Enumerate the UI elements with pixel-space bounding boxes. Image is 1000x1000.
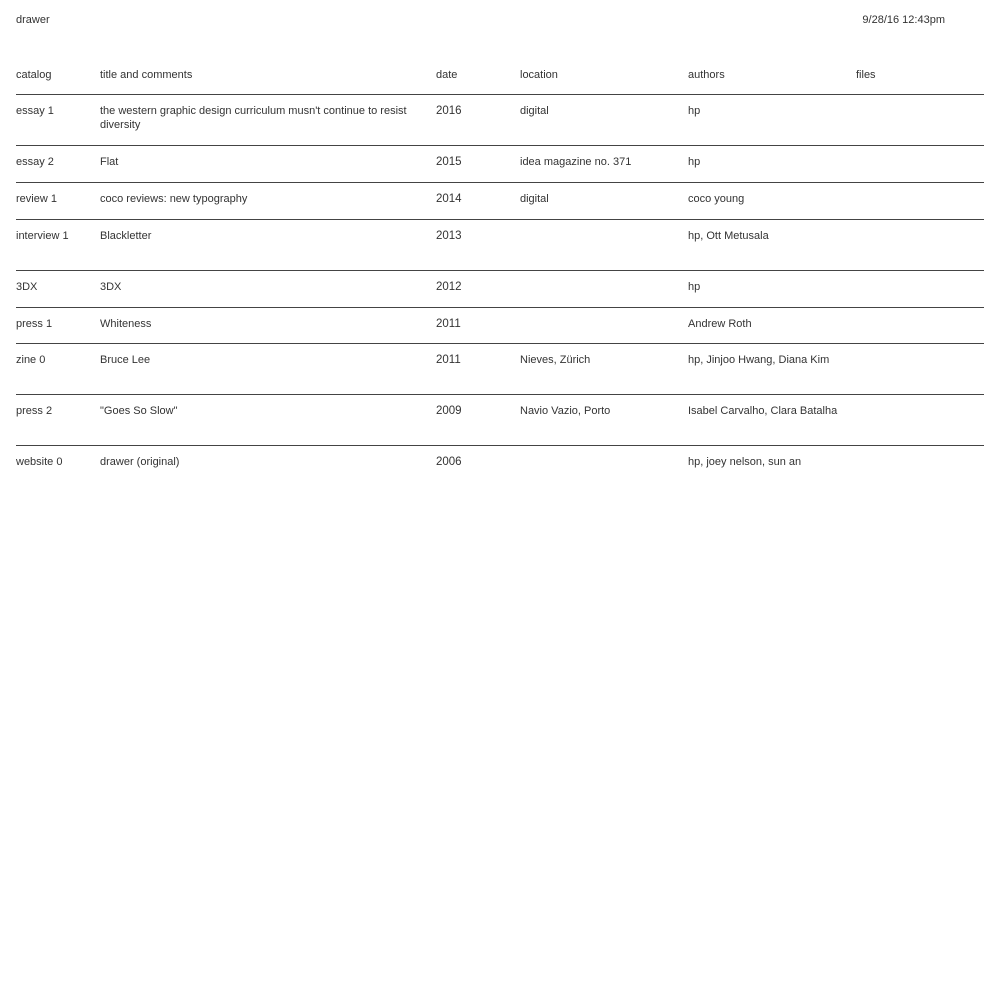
column-header-date[interactable]: date bbox=[436, 69, 458, 81]
date-cell: 2009 bbox=[436, 405, 462, 417]
catalog-cell: review 1 bbox=[16, 193, 57, 205]
authors-cell: coco young bbox=[688, 193, 745, 205]
files-cell bbox=[856, 146, 984, 183]
timestamp: 9/28/16 12:43pm bbox=[862, 14, 945, 26]
catalog-table bbox=[16, 66, 984, 496]
table-row[interactable] bbox=[16, 395, 984, 446]
site-title[interactable]: drawer bbox=[16, 14, 50, 26]
table-row[interactable] bbox=[16, 308, 984, 344]
location-cell bbox=[520, 271, 688, 308]
authors-cell: hp, Ott Metusala bbox=[688, 230, 769, 242]
files-cell bbox=[856, 446, 984, 496]
date-cell: 2015 bbox=[436, 156, 462, 168]
files-cell bbox=[856, 95, 984, 146]
authors-cell: hp bbox=[688, 156, 701, 168]
location-cell: Nieves, Zürich bbox=[520, 354, 591, 366]
location-cell bbox=[520, 446, 688, 496]
files-cell bbox=[856, 220, 984, 270]
table-row[interactable] bbox=[16, 95, 984, 146]
column-header-catalog[interactable]: catalog bbox=[16, 69, 52, 81]
authors-cell: hp bbox=[688, 281, 701, 293]
catalog-cell: essay 1 bbox=[16, 105, 54, 117]
catalog-cell: website 0 bbox=[16, 456, 63, 468]
catalog-cell: zine 0 bbox=[16, 354, 46, 366]
catalog-cell: interview 1 bbox=[16, 230, 69, 242]
table-header-row bbox=[16, 66, 984, 95]
table-row[interactable] bbox=[16, 271, 984, 308]
table-row[interactable] bbox=[16, 146, 984, 183]
column-header-location[interactable]: location bbox=[520, 69, 558, 81]
files-cell bbox=[856, 395, 984, 445]
title-cell[interactable]: Bruce Lee bbox=[100, 354, 151, 366]
date-cell: 2016 bbox=[436, 105, 462, 117]
files-cell bbox=[856, 308, 984, 345]
files-cell bbox=[856, 183, 984, 220]
title-cell[interactable]: Flat bbox=[100, 156, 119, 168]
date-cell: 2012 bbox=[436, 281, 462, 293]
authors-cell: Isabel Carvalho, Clara Batalha bbox=[688, 405, 838, 417]
authors-cell: hp bbox=[688, 105, 701, 117]
date-cell: 2014 bbox=[436, 193, 462, 205]
title-cell[interactable]: 3DX bbox=[100, 281, 122, 293]
authors-cell: Andrew Roth bbox=[688, 318, 752, 330]
title-cell[interactable]: the western graphic design curriculum musn't continue to resist diversity bbox=[100, 105, 407, 131]
column-header-title[interactable]: title and comments bbox=[100, 69, 193, 81]
date-cell: 2011 bbox=[436, 318, 461, 330]
location-cell bbox=[520, 308, 688, 345]
title-cell[interactable]: drawer (original) bbox=[100, 456, 180, 468]
location-cell: idea magazine no. 371 bbox=[520, 156, 632, 168]
authors-cell: hp, joey nelson, sun an bbox=[688, 456, 802, 468]
title-cell[interactable]: Blackletter bbox=[100, 230, 152, 242]
date-cell: 2013 bbox=[436, 230, 462, 242]
table-row[interactable] bbox=[16, 344, 984, 395]
catalog-cell: 3DX bbox=[16, 281, 38, 293]
title-cell[interactable]: Whiteness bbox=[100, 318, 152, 330]
date-cell: 2011 bbox=[436, 354, 461, 366]
location-cell bbox=[520, 220, 688, 270]
catalog-cell: press 2 bbox=[16, 405, 53, 417]
column-header-authors[interactable]: authors bbox=[688, 69, 725, 81]
location-cell: digital bbox=[520, 105, 549, 117]
location-cell: Navio Vazio, Porto bbox=[520, 405, 611, 417]
page-header bbox=[16, 13, 945, 29]
table-row[interactable] bbox=[16, 183, 984, 220]
catalog-cell: essay 2 bbox=[16, 156, 54, 168]
authors-cell: hp, Jinjoo Hwang, Diana Kim bbox=[688, 354, 830, 366]
title-cell[interactable]: "Goes So Slow" bbox=[100, 405, 178, 417]
column-header-files[interactable]: files bbox=[856, 69, 876, 81]
date-cell: 2006 bbox=[436, 456, 462, 468]
files-cell bbox=[856, 271, 984, 308]
title-cell[interactable]: coco reviews: new typography bbox=[100, 193, 248, 205]
location-cell: digital bbox=[520, 193, 549, 205]
catalog-cell: press 1 bbox=[16, 318, 53, 330]
files-cell bbox=[856, 344, 984, 394]
table-row[interactable] bbox=[16, 220, 984, 271]
table-row[interactable] bbox=[16, 446, 984, 496]
